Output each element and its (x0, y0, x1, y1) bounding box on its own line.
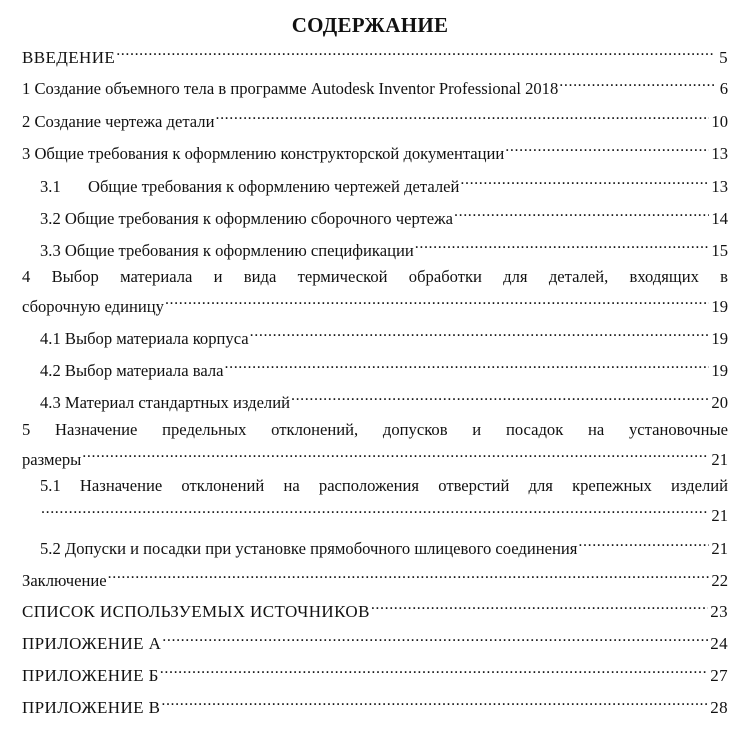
toc-entry-appendix-v[interactable] (22, 691, 728, 719)
toc-entry-page: 19 (711, 361, 728, 380)
toc-entry-page: 24 (710, 634, 728, 653)
dot-leader (162, 627, 708, 649)
toc-entry-conclusion[interactable] (22, 564, 728, 592)
toc-entry-label: 3.3 Общие требования к оформлению спецификации (40, 241, 414, 260)
toc-entry-appendix-b[interactable] (22, 659, 728, 687)
dot-leader (165, 290, 709, 312)
toc-entry-page: 23 (710, 602, 728, 621)
toc-entry-page: 13 (711, 177, 728, 196)
dot-leader (108, 564, 710, 586)
toc-entry-page: 19 (711, 297, 728, 316)
dot-leader (250, 322, 710, 344)
toc-entry-label: ПРИЛОЖЕНИЕ В (22, 698, 161, 717)
toc-entry-section-3-3[interactable] (40, 234, 728, 262)
toc-entry-introduction[interactable] (22, 41, 728, 69)
toc-entry-page: 22 (711, 571, 728, 590)
dot-leader (578, 532, 709, 554)
toc-entry-label: 1 Создание объемного тела в программе Autodesk Inventor Professional 2018 (22, 79, 559, 98)
toc-entry-page: 5 (719, 48, 728, 67)
toc-entry-chapter-2[interactable] (22, 105, 728, 133)
dot-leader (505, 137, 709, 159)
toc-entry-section-4-1[interactable] (40, 322, 728, 350)
page-title: СОДЕРЖАНИЕ (291, 13, 449, 37)
toc-entry-label: 4.1 Выбор материала корпуса (40, 329, 249, 348)
toc-entry-label: Заключение (22, 571, 107, 590)
dot-leader (460, 170, 709, 192)
toc-entry-page: 15 (711, 241, 728, 260)
toc-entry-chapter-4-line1[interactable] (22, 266, 728, 288)
toc-entry-label: 2 Создание чертежа детали (22, 112, 215, 131)
dot-leader (41, 499, 709, 521)
toc-entry-page: 10 (711, 112, 728, 131)
toc-entry-label: ПРИЛОЖЕНИЕ А (22, 634, 162, 653)
toc-entry-section-5-1[interactable] (40, 499, 728, 527)
toc-entry-references[interactable] (22, 595, 728, 623)
toc-entry-page: 27 (710, 666, 728, 685)
toc-entry-page: 21 (711, 539, 728, 558)
toc-entry-section-3-2[interactable] (40, 202, 728, 230)
dot-leader (454, 202, 709, 224)
toc-entry-page: 28 (710, 698, 728, 717)
toc-entry-page: 20 (711, 393, 728, 412)
toc-entry-page: 13 (711, 144, 728, 163)
toc-entry-page: 21 (711, 506, 728, 525)
toc-entry-text: Общие требования к оформлению чертежей деталей (88, 177, 460, 196)
toc-entry-label: 3 Общие требования к оформлению конструкторской документации (22, 144, 505, 163)
toc-entry-label: 5.2 Допуски и посадки при установке прямобочного шлицевого соединения (40, 539, 578, 558)
toc-entry-label: 3.2 Общие требования к оформлению сборочного чертежа (40, 209, 453, 228)
toc-entry-chapter-1[interactable] (22, 72, 728, 100)
toc-entry-page: 14 (711, 209, 728, 228)
toc-entry-section-5-1-line1[interactable] (40, 475, 728, 497)
toc-entry-page: 19 (711, 329, 728, 348)
toc-entry-section-3-1[interactable] (40, 170, 728, 198)
toc-entry-label: ПРИЛОЖЕНИЕ Б (22, 666, 159, 685)
toc-entry-chapter-4[interactable] (22, 290, 728, 318)
toc-entry-chapter-3[interactable] (22, 137, 728, 165)
toc-entry-section-4-2[interactable] (40, 354, 728, 382)
dot-leader (116, 41, 714, 63)
dot-leader (225, 354, 710, 376)
toc-entry-page: 21 (711, 450, 728, 469)
dot-leader (215, 105, 709, 127)
toc-entry-section-5-2[interactable] (40, 532, 728, 560)
toc-entry-label-cont: размеры (22, 450, 82, 469)
toc-entry-appendix-a[interactable] (22, 627, 728, 655)
toc-entry-label-cont: сборочную единицу (22, 297, 164, 316)
toc-entry-section-4-3[interactable] (40, 386, 728, 414)
dot-leader (371, 595, 708, 617)
toc-entry-chapter-5[interactable] (22, 443, 728, 471)
dot-leader (82, 443, 709, 465)
toc-entry-label (40, 176, 459, 198)
toc-entry-number: 3.1 (40, 177, 61, 196)
toc-entry-label: 5 Назначение предельных отклонений, допусков и посадок на установочные (22, 420, 728, 439)
toc-entry-label: 4.3 Материал стандартных изделий (40, 393, 290, 412)
dot-leader (291, 386, 709, 408)
toc-entry-label: СПИСОК ИСПОЛЬЗУЕМЫХ ИСТОЧНИКОВ (22, 602, 370, 621)
dot-leader (415, 234, 710, 256)
toc-entry-label: ВВЕДЕНИЕ (22, 48, 116, 67)
toc-entry-page: 6 (719, 79, 728, 98)
toc-entry-label: 4.2 Выбор материала вала (40, 361, 224, 380)
dot-leader (160, 659, 708, 681)
dot-leader (161, 691, 708, 713)
toc-entry-label: 4 Выбор материала и вида термической обработки для деталей, входящих в (22, 267, 728, 286)
toc-entry-chapter-5-line1[interactable] (22, 419, 728, 441)
dot-leader (559, 72, 714, 94)
toc-entry-label: 5.1 Назначение отклонений на расположения отверстий для крепежных изделий (40, 476, 728, 495)
